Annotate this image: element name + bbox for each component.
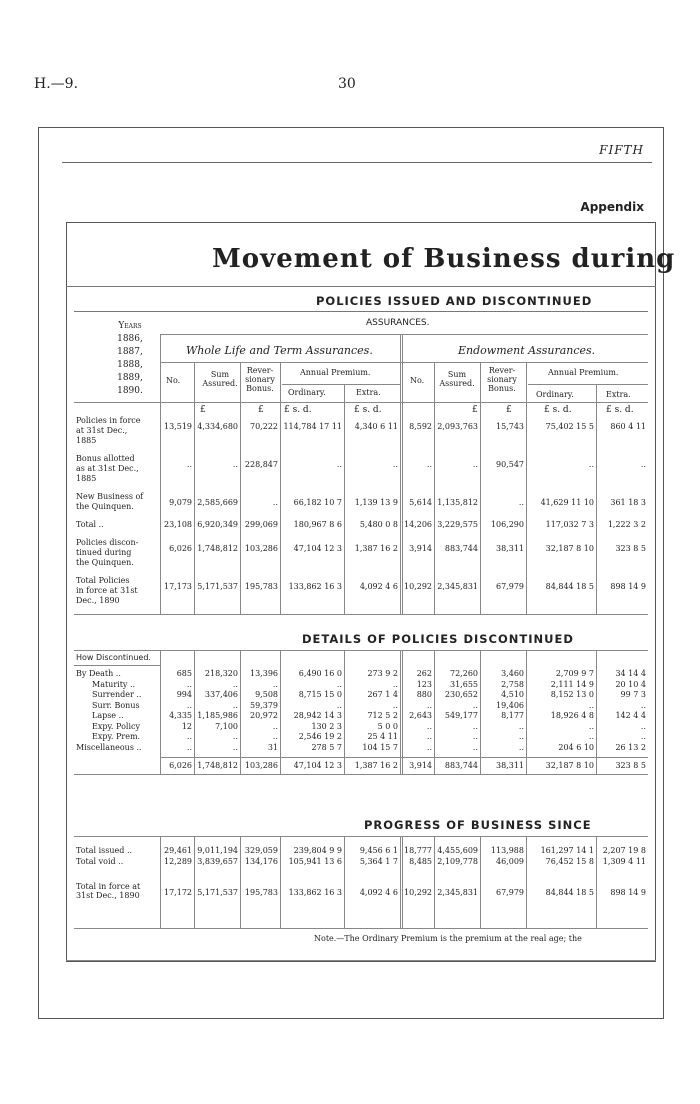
unit: £ s. d. — [284, 405, 312, 415]
table-cell: 32,187 8 10 — [545, 544, 594, 553]
year-1887: 1887, — [117, 347, 143, 357]
col-line — [526, 836, 527, 928]
table-cell: 329,059 — [244, 846, 278, 855]
subhead-rule — [160, 362, 648, 363]
table-cell: 299,069 — [244, 520, 278, 529]
table-cell: 8,485 — [409, 857, 432, 866]
table-cell: .. — [232, 732, 238, 741]
ap-rule-2 — [528, 384, 648, 385]
table-cell: 90,547 — [496, 460, 524, 469]
section1-title: POLICIES ISSUED AND DISCONTINUED — [316, 294, 593, 308]
table-cell: 12,289 — [164, 857, 192, 866]
row-label: Policies discon- — [76, 538, 139, 547]
col-line — [240, 836, 241, 928]
year-1889: 1889, — [117, 373, 143, 383]
col-ap-2: Annual Premium. — [548, 368, 619, 377]
col-line — [434, 650, 435, 774]
table-cell: 361 18 3 — [610, 498, 646, 507]
col-extra-1: Extra. — [356, 388, 381, 397]
row-label: Total in force at 31st Dec., 1890 — [76, 882, 141, 900]
table-cell: 103,286 — [244, 544, 278, 553]
top-rule — [62, 162, 652, 163]
col-line-double — [400, 334, 403, 614]
row-label: Expy. Policy — [92, 721, 141, 731]
table-cell: 278 5 7 — [311, 742, 342, 752]
col-line-double — [400, 836, 403, 928]
table-cell: .. — [588, 700, 594, 710]
row-label: as at 31st Dec., — [76, 464, 139, 473]
table-cell: .. — [518, 732, 524, 741]
table-cell: 994 — [176, 690, 192, 699]
table-cell: 4,335 — [169, 711, 192, 720]
table-cell: 133,862 16 3 — [288, 582, 342, 591]
table-cell: .. — [518, 498, 524, 507]
table-cell: .. — [472, 460, 478, 469]
table-cell: 239,804 9 9 — [293, 846, 342, 855]
row-label: the Quinquen. — [76, 502, 134, 511]
table-cell: 134,176 — [244, 857, 278, 866]
total-cell: 6,026 — [169, 761, 192, 770]
row-label: 1885 — [76, 436, 97, 445]
table-cell: 28,942 14 3 — [293, 711, 342, 720]
col-line — [596, 650, 597, 774]
table-cell: 34 14 4 — [615, 669, 646, 678]
table-cell: 9,508 — [255, 690, 278, 699]
table-cell: 549,177 — [444, 711, 478, 720]
row-label: Bonus allotted — [76, 454, 135, 463]
row-label: By Death .. — [76, 669, 121, 678]
unit: £ s. d. — [354, 405, 382, 415]
table-cell: 31,655 — [450, 679, 478, 689]
table-cell: 230,652 — [444, 690, 478, 699]
assurances-rule — [160, 334, 648, 335]
table-cell: 26 13 2 — [615, 742, 646, 752]
page-header-ref: H.—9. — [34, 76, 79, 92]
table-cell: 204 6 10 — [558, 742, 594, 752]
table-cell: 4,340 6 11 — [354, 422, 398, 431]
table-cell: 9,079 — [169, 498, 192, 507]
table-cell: 5,171,537 — [197, 888, 238, 897]
row-label: Surr. Bonus — [92, 700, 140, 710]
table-cell: 38,311 — [496, 544, 524, 553]
years-label — [100, 320, 160, 398]
table-cell: .. — [232, 679, 238, 689]
row-label: New Business of — [76, 492, 144, 501]
table-cell: .. — [186, 732, 192, 741]
table-cell: .. — [426, 721, 432, 731]
table-cell: 5 0 0 — [377, 721, 398, 731]
table-cell: .. — [232, 742, 238, 752]
row-label: Total void .. — [76, 857, 124, 866]
table-cell: 2,585,669 — [197, 498, 238, 507]
table-cell: .. — [272, 679, 278, 689]
table-cell: 2,345,831 — [437, 888, 478, 897]
col-line — [596, 836, 597, 928]
col-line — [280, 650, 281, 774]
table-cell: 898 14 9 — [610, 582, 646, 591]
table-cell: 1,309 4 11 — [602, 857, 646, 866]
table-cell: .. — [472, 721, 478, 731]
table-cell: 20 10 4 — [615, 679, 646, 689]
table-cell: 2,546 19 2 — [298, 732, 342, 741]
col-line — [480, 836, 481, 928]
footnote: Note.—The Ordinary Premium is the premium at the real age; the — [314, 934, 582, 943]
table-cell: 41,629 11 10 — [540, 498, 594, 507]
table-cell: 2,093,763 — [437, 422, 478, 431]
table-cell: 228,847 — [244, 460, 278, 469]
col-sum-2: Sum Assured. — [439, 370, 475, 388]
table-cell: 5,171,537 — [197, 582, 238, 591]
table-cell: 2,709 9 7 — [555, 669, 594, 678]
whole-life-heading: Whole Life and Term Assurances. — [186, 344, 373, 357]
table-cell: .. — [392, 679, 398, 689]
col-ord-2: Ordinary. — [536, 390, 574, 399]
table-cell: 2,111 14 9 — [550, 679, 594, 689]
table-cell: 47,104 12 3 — [293, 544, 342, 553]
table-cell: .. — [640, 700, 646, 710]
table-cell: 195,783 — [244, 582, 278, 591]
col-sum-1: Sum Assured. — [202, 370, 238, 388]
table-cell: .. — [472, 742, 478, 752]
row-label: Surrender .. — [92, 690, 142, 699]
table-cell: 1,748,812 — [197, 544, 238, 553]
table-cell: 4,092 4 6 — [359, 888, 398, 897]
table-cell: 337,406 — [204, 690, 238, 699]
col-line — [160, 334, 161, 614]
section2-title: DETAILS OF POLICIES DISCONTINUED — [302, 632, 574, 646]
col-line — [280, 836, 281, 928]
table-cell: 712 5 2 — [367, 711, 398, 720]
page-title: Movement of Business during — [212, 244, 676, 274]
table-cell: 142 4 4 — [615, 711, 646, 720]
table-cell: .. — [186, 700, 192, 710]
row-label: Miscellaneous .. — [76, 742, 142, 752]
table-cell: 15,743 — [496, 422, 524, 431]
row-label: Total issued .. — [76, 846, 133, 855]
table-cell: 6,490 16 0 — [298, 669, 342, 678]
table-cell: 2,109,778 — [437, 857, 478, 866]
table-cell: 7,100 — [215, 721, 238, 731]
table-cell: 113,988 — [490, 846, 524, 855]
table-cell: 1,135,812 — [437, 498, 478, 507]
table-cell: 13,519 — [164, 422, 192, 431]
table-cell: 4,334,680 — [197, 422, 238, 431]
table-cell: 180,967 8 6 — [293, 520, 342, 529]
col-no-1: No. — [166, 376, 181, 385]
table-cell: .. — [426, 460, 432, 469]
section3-title: PROGRESS OF BUSINESS SINCE — [364, 818, 592, 832]
row-label: tinued during — [76, 548, 132, 557]
row-label: the Quinquen. — [76, 558, 134, 567]
units-row — [74, 405, 648, 417]
total-cell: 323 8 5 — [615, 761, 646, 770]
year-1890: 1890. — [117, 386, 143, 396]
col-ap-1: Annual Premium. — [300, 368, 371, 377]
table-cell: 1,387 16 2 — [354, 544, 398, 553]
table-cell: 20,972 — [250, 711, 278, 720]
row-label: Policies in force — [76, 416, 141, 425]
table-cell: 29,461 — [164, 846, 192, 855]
table-cell: 105,941 13 6 — [288, 857, 342, 866]
table-cell: .. — [640, 732, 646, 741]
col-line — [596, 384, 597, 614]
table-cell: .. — [392, 460, 398, 469]
section2-total-rule — [160, 757, 648, 758]
table-cell: 1,222 3 2 — [607, 520, 646, 529]
col-extra-2: Extra. — [606, 390, 631, 399]
table-cell: 8,152 13 0 — [550, 690, 594, 699]
table-cell: 685 — [176, 669, 192, 678]
col-line — [160, 650, 161, 774]
section3-bottom-rule — [74, 928, 648, 929]
table-cell: 19,406 — [496, 700, 524, 710]
col-line — [194, 836, 195, 928]
col-rev-1: Rever-sionary Bonus. — [245, 366, 275, 393]
total-cell: 47,104 12 3 — [293, 761, 342, 770]
table-cell: 10,292 — [404, 888, 432, 897]
col-line — [280, 362, 281, 614]
table-cell: 75,402 15 5 — [545, 422, 594, 431]
row-label: in force at 31st — [76, 586, 138, 595]
table-cell: 880 — [416, 690, 432, 699]
row-label: Expy. Prem. — [92, 732, 141, 741]
section1-bottom-rule — [74, 614, 648, 615]
section1-rule — [74, 311, 648, 312]
table-cell: 4,092 4 6 — [359, 582, 398, 591]
table-cell: 133,862 16 3 — [288, 888, 342, 897]
fifth-heading: FIFTH — [599, 143, 644, 157]
table-cell: 70,222 — [250, 422, 278, 431]
col-line — [194, 650, 195, 774]
table-cell: 323 8 5 — [615, 544, 646, 553]
assurances-heading: ASSURANCES. — [366, 318, 430, 328]
total-cell: 1,387 16 2 — [354, 761, 398, 770]
col-line — [240, 650, 241, 774]
table-cell: .. — [272, 732, 278, 741]
unit: £ — [472, 405, 478, 415]
table-cell: 5,614 — [409, 498, 432, 507]
table-cell: .. — [186, 742, 192, 752]
col-ord-1: Ordinary. — [288, 388, 326, 397]
row-label: at 31st Dec., — [76, 426, 128, 435]
table-cell: 76,452 15 8 — [545, 857, 594, 866]
table-cell: .. — [588, 460, 594, 469]
col-rev-2: Rever-sionary Bonus. — [487, 366, 517, 393]
table-cell: 3,460 — [501, 669, 524, 678]
table-cell: 273 9 2 — [367, 669, 398, 678]
col-line — [480, 362, 481, 614]
table-cell: 123 — [416, 679, 432, 689]
col-no-2: No. — [410, 376, 425, 385]
table-cell: .. — [186, 679, 192, 689]
table-cell: 2,758 — [501, 679, 524, 689]
table-cell: .. — [232, 700, 238, 710]
table-cell: 195,783 — [244, 888, 278, 897]
table-cell: 262 — [416, 669, 432, 678]
col-line — [434, 836, 435, 928]
page-number: 30 — [338, 76, 356, 92]
table-cell: .. — [426, 742, 432, 752]
table-cell: 99 7 3 — [620, 690, 646, 699]
total-cell: 883,744 — [444, 761, 478, 770]
table-cell: 14,206 — [404, 520, 432, 529]
table-cell: 860 4 11 — [610, 422, 646, 431]
col-line — [480, 650, 481, 774]
title-rule — [66, 286, 656, 287]
table-cell: 84,844 18 5 — [545, 888, 594, 897]
table-cell: 66,182 10 7 — [293, 498, 342, 507]
unit: £ s. d. — [606, 405, 634, 415]
table-cell: .. — [272, 721, 278, 731]
table-cell: .. — [518, 742, 524, 752]
table-cell: 3,229,575 — [437, 520, 478, 529]
table-cell: 8,715 15 0 — [298, 690, 342, 699]
table-cell: 1,139 13 9 — [354, 498, 398, 507]
table-cell: 161,297 14 1 — [540, 846, 594, 855]
table-cell: 59,379 — [250, 700, 278, 710]
table-cell: .. — [392, 700, 398, 710]
table-cell: .. — [186, 460, 192, 469]
table-cell: 4,510 — [501, 690, 524, 699]
table-cell: 9,011,194 — [197, 846, 238, 855]
row-label: Total .. — [76, 520, 104, 529]
table-cell: 130 2 3 — [311, 721, 342, 731]
table-cell: 13,396 — [250, 669, 278, 678]
col-line — [526, 362, 527, 614]
table-cell: .. — [426, 732, 432, 741]
total-cell: 1,748,812 — [197, 761, 238, 770]
year-1888: 1888, — [117, 360, 143, 370]
row-label: Lapse .. — [92, 711, 124, 720]
table-cell: 117,032 7 3 — [545, 520, 594, 529]
table-cell: .. — [588, 721, 594, 731]
unit: £ — [200, 405, 206, 415]
total-cell: 32,187 8 10 — [545, 761, 594, 770]
total-cell: 38,311 — [496, 761, 524, 770]
col-line — [526, 650, 527, 774]
col-line — [194, 362, 195, 614]
col-line — [344, 650, 345, 774]
year-1886: 1886, — [117, 334, 143, 344]
table-cell: 114,784 17 11 — [283, 422, 342, 431]
table-cell: 67,979 — [496, 888, 524, 897]
table-cell: 1,185,986 — [197, 711, 238, 720]
table-cell: 6,920,349 — [197, 520, 238, 529]
table-cell: .. — [640, 721, 646, 731]
table-cell: 84,844 18 5 — [545, 582, 594, 591]
col-line — [344, 836, 345, 928]
total-cell: 3,914 — [409, 761, 432, 770]
table-cell: 72,260 — [450, 669, 478, 678]
table-cell: 218,320 — [204, 669, 238, 678]
unit: £ s. d. — [544, 405, 572, 415]
table-cell: 10,292 — [404, 582, 432, 591]
row-label: Total Policies — [76, 576, 130, 585]
table-cell: 3,839,657 — [197, 857, 238, 866]
table-cell: .. — [336, 460, 342, 469]
section2-bottom-rule — [74, 774, 648, 775]
table-cell: .. — [518, 721, 524, 731]
table-cell: 31 — [267, 742, 278, 752]
table-cell: 4,455,609 — [437, 846, 478, 855]
table-cell: .. — [336, 700, 342, 710]
how-discontinued-label: How Discontinued. — [76, 653, 151, 662]
table-cell: .. — [336, 679, 342, 689]
table-cell: 12 — [181, 721, 192, 731]
years-word: Years — [118, 321, 142, 331]
row-label: 1885 — [76, 474, 97, 483]
table-cell: 9,456 6 1 — [359, 846, 398, 855]
col-line — [160, 836, 161, 928]
table-cell: 17,173 — [164, 582, 192, 591]
table-cell: .. — [472, 700, 478, 710]
col-line — [240, 362, 241, 614]
table-cell: 6,026 — [169, 544, 192, 553]
unit: £ — [258, 405, 264, 415]
table-cell: .. — [588, 732, 594, 741]
table-cell: .. — [640, 460, 646, 469]
row-label: Dec., 1890 — [76, 596, 120, 605]
table-cell: .. — [232, 460, 238, 469]
appendix-heading: Appendix — [580, 200, 644, 214]
ap-rule-1 — [282, 384, 400, 385]
table-cell: 46,009 — [496, 857, 524, 866]
table-cell: 104 15 7 — [362, 742, 398, 752]
table-cell: 2,643 — [409, 711, 432, 720]
col-line-double — [400, 650, 403, 774]
table-cell: 8,592 — [409, 422, 432, 431]
col-line — [434, 362, 435, 614]
endowment-heading: Endowment Assurances. — [458, 344, 596, 357]
table-cell: 17,172 — [164, 888, 192, 897]
table-cell: .. — [426, 700, 432, 710]
row-label: Maturity .. — [92, 679, 136, 689]
table-cell: 23,108 — [164, 520, 192, 529]
table-cell: .. — [472, 732, 478, 741]
table-cell: 8,177 — [501, 711, 524, 720]
frame-bottom-rule — [66, 960, 656, 961]
table-cell: 898 14 9 — [610, 888, 646, 897]
table-cell: 18,777 — [404, 846, 432, 855]
table-cell: 883,744 — [444, 544, 478, 553]
table-cell: 67,979 — [496, 582, 524, 591]
table-cell: 18,926 4 8 — [550, 711, 594, 720]
table-cell: 3,914 — [409, 544, 432, 553]
table-cell: 2,207 19 8 — [602, 846, 646, 855]
col-line — [344, 384, 345, 614]
table-cell: 25 4 11 — [367, 732, 398, 741]
table-cell: 5,480 0 8 — [359, 520, 398, 529]
total-cell: 103,286 — [244, 761, 278, 770]
table-cell: 106,290 — [490, 520, 524, 529]
table-cell: 5,364 1 7 — [359, 857, 398, 866]
table-cell: .. — [272, 498, 278, 507]
table-cell: 267 1 4 — [367, 690, 398, 699]
table-cell: 2,345,831 — [437, 582, 478, 591]
unit: £ — [506, 405, 512, 415]
how-rule — [74, 665, 160, 666]
